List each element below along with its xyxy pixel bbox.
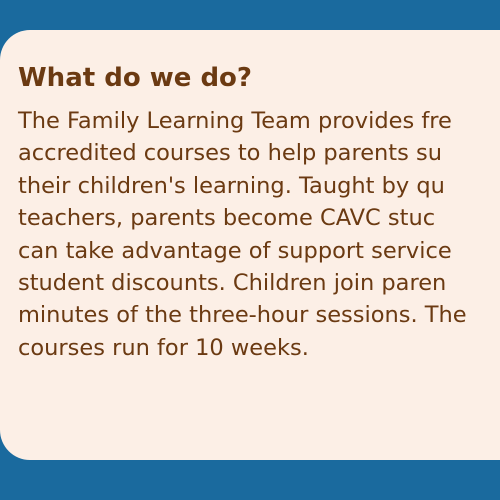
body-line: minutes of the three-hour sessions. The — [18, 302, 467, 329]
section-body — [18, 105, 500, 364]
body-line: courses run for 10 weeks. — [18, 334, 309, 361]
body-line: can take advantage of support service — [18, 237, 452, 264]
body-line: student discounts. Children join paren — [18, 270, 447, 297]
info-card — [0, 30, 500, 460]
section-heading: What do we do? — [18, 63, 252, 93]
body-line: accredited courses to help parents su — [18, 140, 442, 167]
body-line: teachers, parents become CAVC stuc — [18, 205, 436, 232]
body-line: The Family Learning Team provides fre — [18, 108, 452, 134]
body-line: their children's learning. Taught by qu — [18, 172, 445, 199]
